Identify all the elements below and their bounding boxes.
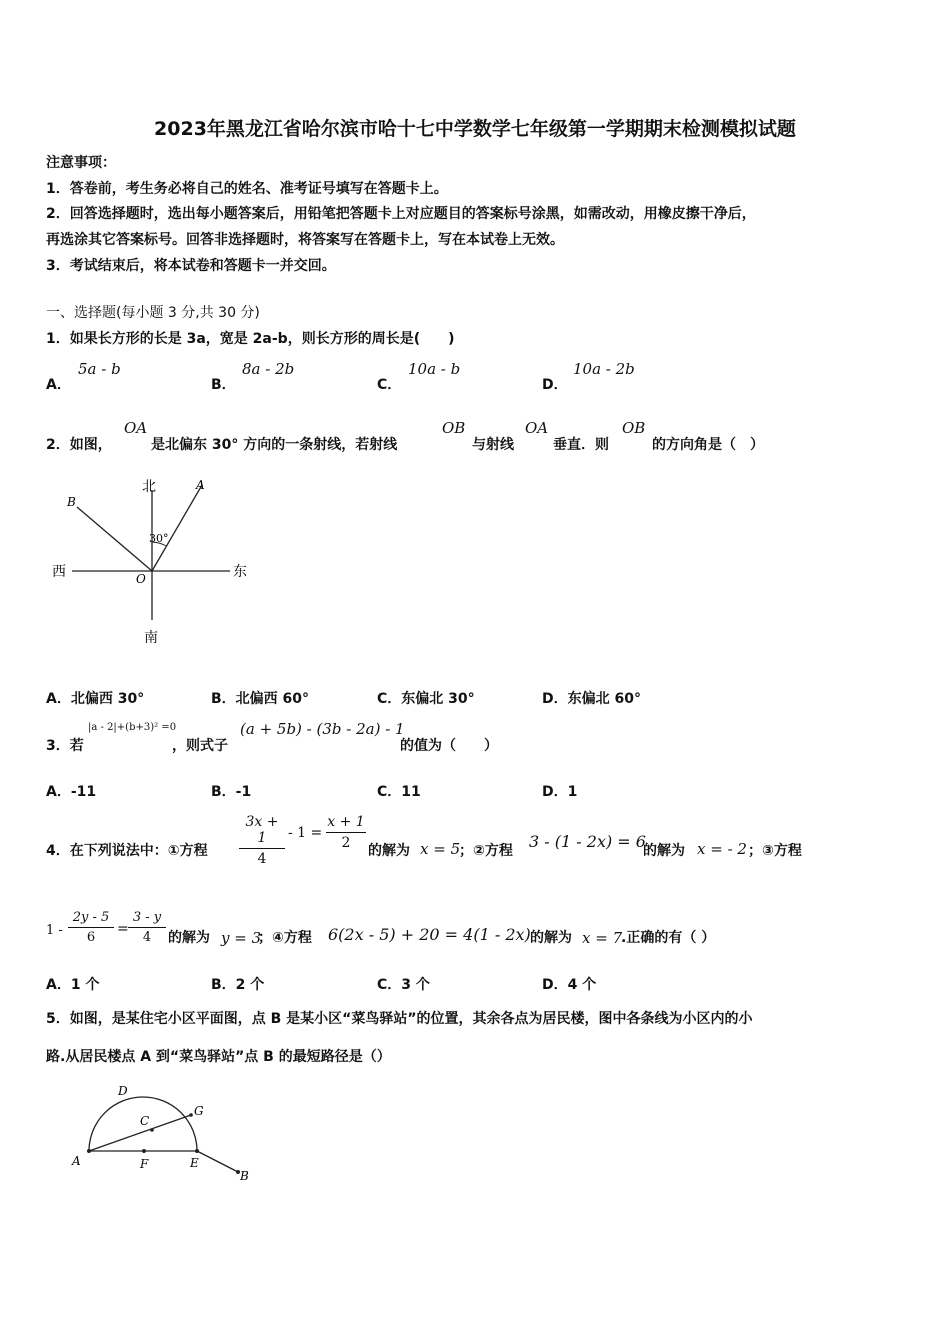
q4-option-b: B．2 个 — [211, 977, 265, 993]
q4-fraction-1-num: 3x + 1 — [245, 814, 279, 846]
point-b-label: B — [67, 495, 76, 509]
q4-text-1: 4．在下列说法中：①方程 — [46, 843, 208, 859]
q2-oa: OA — [124, 419, 148, 437]
q1-option-d: 10a - 2b — [573, 360, 635, 378]
q4-fraction-3-num: 2y - 5 — [72, 910, 110, 925]
q4-equation-4: 6(2x - 5) + 20 = 4(1 - 2x) — [328, 925, 531, 944]
q4-option-a: A．1 个 — [46, 977, 100, 993]
angle-label: 30° — [149, 532, 169, 545]
q4-text-6: 的解为 — [168, 930, 210, 946]
q2-text-4: 垂直．则 — [553, 437, 609, 453]
q4-fraction-3-den: 6 — [86, 930, 96, 945]
west-label: 西 — [52, 564, 66, 580]
q1-option-b: 8a - 2b — [242, 360, 295, 378]
q4-option-d: D．4 个 — [542, 977, 597, 993]
q4-minus-one: - 1 = — [288, 825, 323, 841]
point-c: C — [140, 1114, 150, 1128]
q4-fraction-3 — [68, 910, 114, 945]
point-a-label: A — [196, 478, 205, 492]
q3-option-a: A．-11 — [46, 784, 97, 800]
q3-option-c: C．11 — [377, 784, 421, 800]
q4-fraction-2 — [326, 814, 366, 851]
notice-item: 再选涂其它答案标号。回答非选择题时，将答案写在答题卡上，写在本试卷上无效。 — [46, 232, 564, 248]
q4-solution-3: y = 3 — [221, 929, 262, 947]
east-label: 东 — [233, 564, 247, 580]
q2-text-3: 与射线 — [472, 437, 514, 453]
point-f: F — [140, 1157, 149, 1171]
page-title: 2023年黑龙江省哈尔滨市哈十七中学数学七年级第一学期期末检测模拟试题 — [154, 118, 796, 140]
q5-stem-line-1: 5．如图，是某住宅小区平面图，点 B 是某小区“菜鸟驿站”的位置，其余各点为居民楼，图中各条线为小区内的小 — [46, 1011, 753, 1027]
q1-option-a: 5a - b — [78, 360, 121, 378]
q2-oa-2: OA — [525, 419, 549, 437]
q1-option-a-letter: A． — [46, 377, 71, 393]
q3-text-2: ，则式子 — [172, 738, 228, 754]
q4-text-8: 的解为 — [530, 930, 572, 946]
notice-heading: 注意事项： — [46, 155, 116, 171]
point-o-label: O — [136, 572, 146, 586]
q4-fraction-4-den: 4 — [142, 930, 152, 945]
q4-solution-2: x = - 2 — [697, 840, 747, 858]
point-a: A — [72, 1154, 81, 1168]
q4-text-4: 的解为 — [643, 843, 685, 859]
q3-text-1: 3．若 — [46, 738, 84, 754]
q4-fraction-2-num: x + 1 — [327, 814, 365, 830]
point-e: E — [190, 1156, 199, 1170]
q2-option-b: B．北偏西 60° — [211, 691, 310, 707]
q4-text-9: .正确的有（ ） — [621, 930, 716, 946]
q2-text-5: 的方向角是（ ） — [652, 437, 764, 453]
q5-stem-line-2: 路.从居民楼点 A 到“菜鸟驿站”点 B 的最短路径是（） — [46, 1049, 391, 1065]
q3-text-3: 的值为（ ） — [400, 738, 498, 754]
q1-option-c: 10a - b — [408, 360, 461, 378]
q3-option-d: D．1 — [542, 784, 578, 800]
notice-item: 2．回答选择题时，选出每小题答案后，用铅笔把答题卡上对应题目的答案标号涂黑，如需改动，用橡皮擦干净后， — [46, 206, 756, 222]
q2-option-d: D．东偏北 60° — [542, 691, 641, 707]
q2-text-2: 是北偏东 30° 方向的一条射线，若射线 — [151, 437, 398, 453]
q2-option-a: A．北偏西 30° — [46, 691, 145, 707]
q4-fraction-4-num: 3 - y — [132, 910, 162, 925]
q4-fraction-4 — [128, 910, 166, 945]
q2-option-c: C．东偏北 30° — [377, 691, 475, 707]
q4-text-7: ；④方程 — [258, 930, 312, 946]
q4-equals: = — [117, 921, 129, 937]
q4-fraction-2-den: 2 — [341, 835, 351, 851]
q4-solution-4: x = 7 — [582, 929, 623, 947]
q4-text-5: ；③方程 — [748, 843, 802, 859]
q5-map-figure — [60, 1078, 270, 1188]
q4-lead: 1 - — [46, 923, 63, 938]
north-label: 北 — [142, 479, 156, 495]
q3-expression: (a + 5b) - (3b - 2a) - 1 — [240, 720, 405, 738]
point-b: B — [240, 1169, 249, 1183]
q4-option-c: C．3 个 — [377, 977, 430, 993]
q2-compass-figure — [40, 470, 280, 650]
q1-option-b-letter: B． — [211, 377, 236, 393]
notice-item: 1．答卷前，考生务必将自己的姓名、准考证号填写在答题卡上。 — [46, 181, 448, 197]
notice-item: 3．考试结束后，将本试卷和答题卡一并交回。 — [46, 258, 336, 274]
q1-option-c-letter: C． — [377, 377, 402, 393]
question-1-stem: 1．如果长方形的长是 3a，宽是 2a-b，则长方形的周长是( ) — [46, 331, 455, 347]
south-label: 南 — [144, 630, 158, 646]
point-d: D — [118, 1084, 128, 1098]
q3-option-b: B．-1 — [211, 784, 252, 800]
q4-text-3: ；②方程 — [459, 843, 513, 859]
q4-solution-1: x = 5 — [420, 840, 461, 858]
q4-equation-2: 3 - (1 - 2x) = 6 — [529, 832, 646, 851]
q1-option-d-letter: D． — [542, 377, 568, 393]
q2-ob-2: OB — [622, 419, 646, 437]
point-g: G — [194, 1104, 204, 1118]
q4-text-2: 的解为 — [368, 843, 410, 859]
q2-ob: OB — [442, 419, 466, 437]
q4-fraction-1 — [239, 814, 285, 867]
q4-fraction-1-den: 4 — [257, 851, 267, 867]
q2-text-1: 2．如图， — [46, 437, 112, 453]
section-heading: 一、选择题(每小题 3 分,共 30 分) — [46, 305, 260, 321]
q3-condition: |a - 2|+(b+3)² =0 — [88, 722, 177, 733]
